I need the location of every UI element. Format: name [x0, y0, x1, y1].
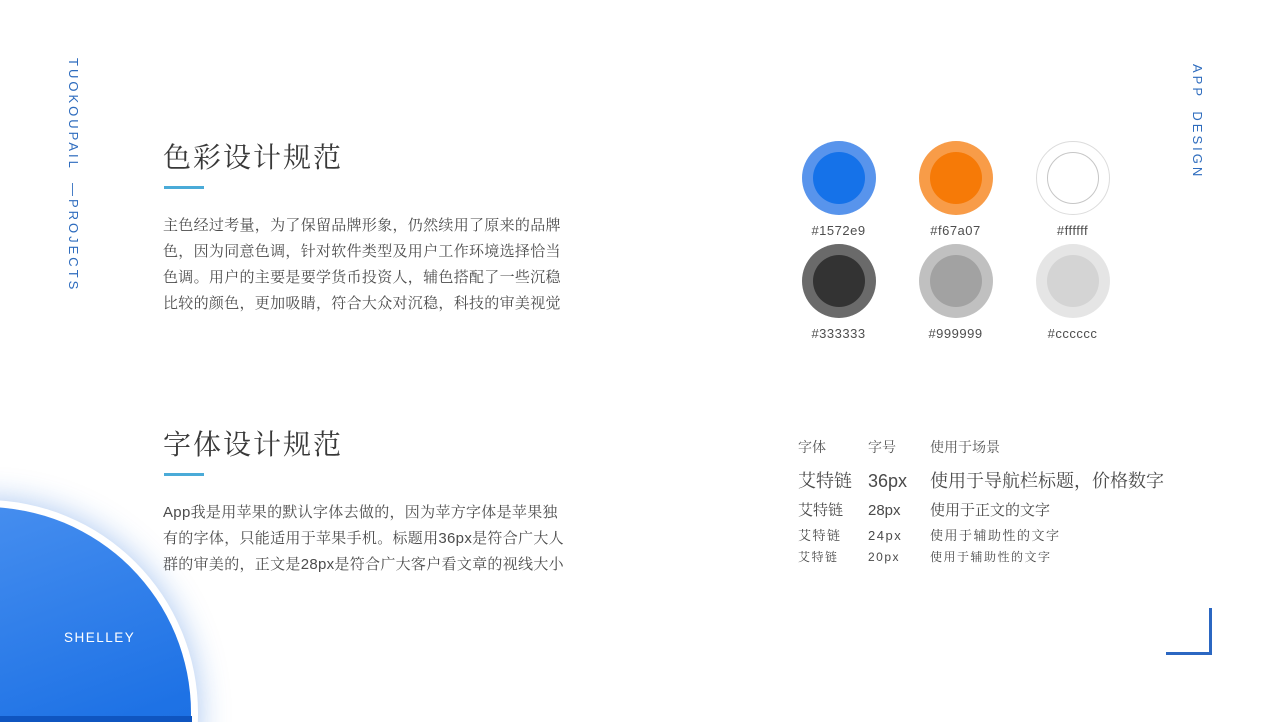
- left-vertical-label: TUOKOUPAIL —PROJECTS: [66, 58, 81, 293]
- color-swatch-ffffff: [1036, 141, 1110, 238]
- swatch-outer-circle: [802, 141, 876, 215]
- cell-font: 艾特链: [798, 502, 844, 519]
- swatch-inner-circle: [930, 152, 982, 204]
- table-row: [798, 527, 1164, 544]
- swatch-outer-circle: [1036, 141, 1110, 215]
- color-swatch-cccccc: [1036, 244, 1110, 341]
- description-line: 有的字体，只能适用于苹果手机。标题用36px是符合广大人: [163, 530, 564, 547]
- swatch-inner-circle: [813, 152, 865, 204]
- cell-usage: 使用于辅助性的文字: [930, 550, 1052, 564]
- cell-font: 艾特链: [798, 528, 842, 543]
- table-row: [798, 501, 1164, 520]
- header-font: 字体: [798, 439, 826, 455]
- font-title-underline: [164, 473, 204, 476]
- header-size: 字号: [868, 439, 896, 455]
- swatch-hex-label: #333333: [811, 326, 866, 341]
- swatch-outer-circle: [919, 244, 993, 318]
- swatch-hex-label: #ffffff: [1056, 223, 1089, 238]
- cell-font: 艾特链: [798, 550, 839, 564]
- table-row: [798, 549, 1164, 565]
- swatch-inner-circle: [1047, 152, 1099, 204]
- font-spec-table: [798, 439, 1164, 565]
- cell-usage: 使用于正文的文字: [930, 502, 1051, 519]
- corner-circle-bottom-edge: [0, 716, 192, 722]
- color-title-underline: [164, 186, 204, 189]
- color-swatch-grid: [780, 141, 1131, 341]
- swatch-hex-label: #1572e9: [811, 223, 866, 238]
- swatch-hex-label: #f67a07: [930, 223, 981, 238]
- table-header-row: [798, 439, 1164, 455]
- color-swatch-1572e9: [802, 141, 876, 238]
- cell-size: 28px: [868, 502, 901, 519]
- swatch-hex-label: #999999: [928, 326, 983, 341]
- corner-badge: SHELLEY: [64, 630, 136, 645]
- corner-bracket-vertical-line: [1209, 608, 1212, 655]
- swatch-inner-circle: [930, 255, 982, 307]
- corner-bracket-horizontal-line: [1166, 652, 1212, 655]
- swatch-outer-circle: [1036, 244, 1110, 318]
- color-swatch-f67a07: [919, 141, 993, 238]
- swatch-inner-circle: [1047, 255, 1099, 307]
- color-swatch-333333: [802, 244, 876, 341]
- cell-usage: 使用于辅助性的文字: [930, 528, 1061, 543]
- swatch-hex-label: #cccccc: [1047, 326, 1098, 341]
- description-line: App我是用苹果的默认字体去做的，因为苹方字体是苹果独: [163, 504, 558, 521]
- color-section-title: 色彩设计规范: [163, 142, 344, 173]
- swatch-outer-circle: [802, 244, 876, 318]
- description-line: 比较的颜色，更加吸睛，符合大众对沉稳，科技的审美视觉: [163, 295, 561, 312]
- description-line: 色调。用户的主要是要学货币投资人，辅色搭配了一些沉稳: [163, 269, 561, 286]
- color-section-description: [163, 213, 561, 317]
- table-row: [798, 470, 1164, 493]
- cell-usage: 使用于导航栏标题，价格数字: [930, 471, 1164, 491]
- description-line: 主色经过考量，为了保留品牌形象，仍然续用了原来的品牌: [163, 217, 561, 234]
- font-section-title: 字体设计规范: [163, 429, 344, 460]
- right-vertical-label: APP DESIGN: [1190, 64, 1205, 180]
- cell-size: 24px: [868, 528, 903, 543]
- font-section-description: [163, 500, 564, 578]
- swatch-outer-circle: [919, 141, 993, 215]
- swatch-inner-circle: [813, 255, 865, 307]
- description-line: 色，因为同意色调，针对软件类型及用户工作环境选择恰当: [163, 243, 561, 260]
- cell-size: 36px: [868, 471, 908, 491]
- cell-font: 艾特链: [798, 471, 852, 491]
- header-usage: 使用于场景: [930, 439, 1000, 455]
- description-line: 群的审美的，正文是28px是符合广大客户看文章的视线大小: [163, 556, 564, 573]
- color-swatch-999999: [919, 244, 993, 341]
- cell-size: 20px: [868, 550, 901, 564]
